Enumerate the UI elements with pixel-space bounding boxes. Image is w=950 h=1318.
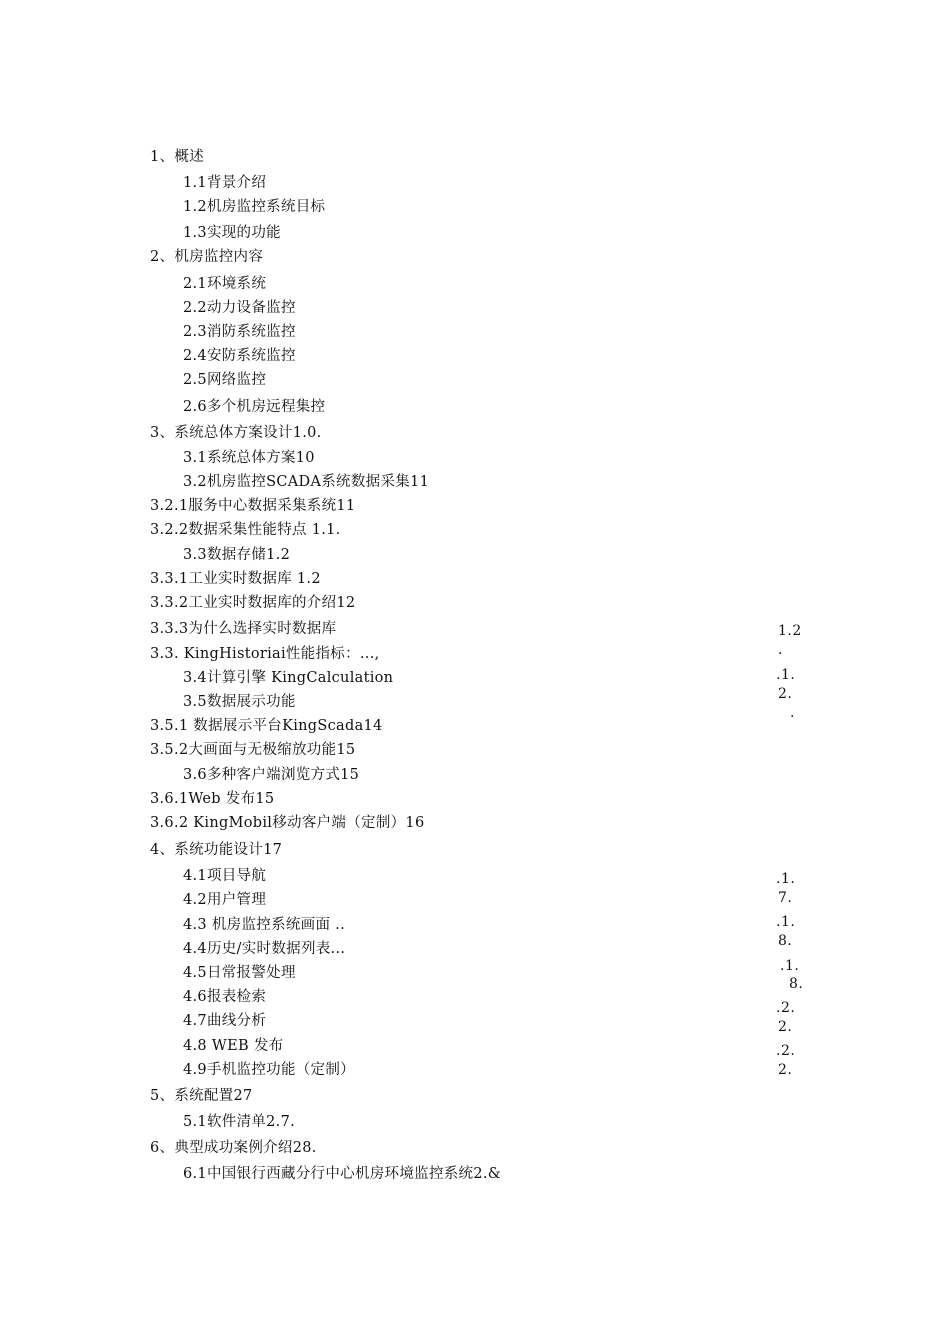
toc-entry[interactable]: 4.2用户管理: [183, 892, 267, 908]
page-number-fragment: .1.: [780, 958, 800, 974]
toc-entry[interactable]: 3.3.3为什么选择实时数据库: [150, 621, 337, 637]
page-number-fragment: .1.: [776, 914, 796, 930]
toc-entry[interactable]: 3.5数据展示功能: [183, 694, 296, 710]
toc-entry[interactable]: 3.3.1工业实时数据库 1.2: [150, 571, 321, 587]
toc-entry[interactable]: 4.4历史/实时数据列表...: [183, 941, 346, 957]
toc-entry[interactable]: 4.3 机房监控系统画面 ..: [183, 917, 345, 933]
toc-entry[interactable]: 4.6报表检索: [183, 989, 267, 1005]
toc-entry[interactable]: 2.1环境系统: [183, 276, 267, 292]
toc-entry[interactable]: 3.3数据存储1.2: [183, 547, 291, 563]
toc-entry[interactable]: 3.6.2 KingMobil移动客户端（定制）16: [150, 815, 425, 831]
toc-entry[interactable]: 3.5.2大画面与无极缩放功能15: [150, 742, 356, 758]
page-number-fragment: 2.: [778, 686, 793, 702]
page-number-fragment: .1.: [776, 871, 796, 887]
toc-entry[interactable]: 3.2.1服务中心数据采集系统11: [150, 498, 356, 514]
toc-entry[interactable]: 4.5日常报警处理: [183, 965, 296, 981]
toc-entry[interactable]: 4.9手机监控功能（定制）: [183, 1062, 355, 1078]
page-number-fragment: .: [778, 642, 783, 658]
page-number-fragment: 2.: [778, 1062, 793, 1078]
toc-entry[interactable]: 4.7曲线分析: [183, 1013, 267, 1029]
toc-entry[interactable]: 3.4计算引擎 KingCalculation: [183, 670, 394, 686]
page-number-fragment: 7.: [778, 890, 793, 906]
toc-entry[interactable]: 4.1项目导航: [183, 868, 267, 884]
toc-entry[interactable]: 5.1软件清单2.7.: [183, 1114, 296, 1130]
page-number-fragment: 8.: [778, 933, 793, 949]
toc-entry[interactable]: 5、系统配置27: [150, 1088, 253, 1104]
toc-entry[interactable]: 6.1中国银行西藏分行中心机房环境监控系统2.&: [183, 1166, 501, 1182]
toc-entry[interactable]: 3.5.1 数据展示平台KingScada14: [150, 718, 383, 734]
page-number-fragment: 2.: [778, 1019, 793, 1035]
toc-entry[interactable]: 2.3消防系统监控: [183, 324, 296, 340]
toc-entry[interactable]: 3、系统总体方案设计1.0.: [150, 425, 322, 441]
toc-entry[interactable]: 1、概述: [150, 149, 204, 165]
toc-entry[interactable]: 2.2动力设备监控: [183, 300, 296, 316]
page-number-fragment: .: [790, 705, 795, 721]
page-number-fragment: 8.: [789, 976, 804, 992]
toc-entry[interactable]: 1.3实现的功能: [183, 225, 281, 241]
toc-entry[interactable]: 2.4安防系统监控: [183, 348, 296, 364]
toc-entry[interactable]: 6、典型成功案例介绍28.: [150, 1140, 317, 1156]
toc-entry[interactable]: 2、机房监控内容: [150, 249, 264, 265]
toc-entry[interactable]: 4、系统功能设计17: [150, 842, 283, 858]
page-number-fragment: .1.: [776, 667, 796, 683]
toc-entry[interactable]: 1.2机房监控系统目标: [183, 199, 326, 215]
toc-entry[interactable]: 2.5网络监控: [183, 372, 267, 388]
toc-entry[interactable]: 4.8 WEB 发布: [183, 1038, 284, 1054]
toc-entry[interactable]: 1.1背景介绍: [183, 175, 267, 191]
toc-entry[interactable]: 3.6多种客户端浏览方式15: [183, 767, 360, 783]
toc-entry[interactable]: 3.2.2数据采集性能特点 1.1.: [150, 522, 341, 538]
toc-entry[interactable]: 2.6多个机房远程集控: [183, 399, 326, 415]
page-number-fragment: .2.: [776, 1000, 796, 1016]
toc-entry[interactable]: 3.1系统总体方案10: [183, 450, 315, 466]
toc-entry[interactable]: 3.6.1Web 发布15: [150, 791, 275, 807]
page-number-fragment: .2.: [776, 1043, 796, 1059]
toc-entry[interactable]: 3.3. KingHistoriai性能指标：...,: [150, 646, 380, 662]
toc-entry[interactable]: 3.3.2工业实时数据库的介绍12: [150, 595, 356, 611]
toc-entry[interactable]: 3.2机房监控SCADA系统数据采集11: [183, 474, 430, 490]
page-number-fragment: 1.2: [778, 623, 802, 639]
